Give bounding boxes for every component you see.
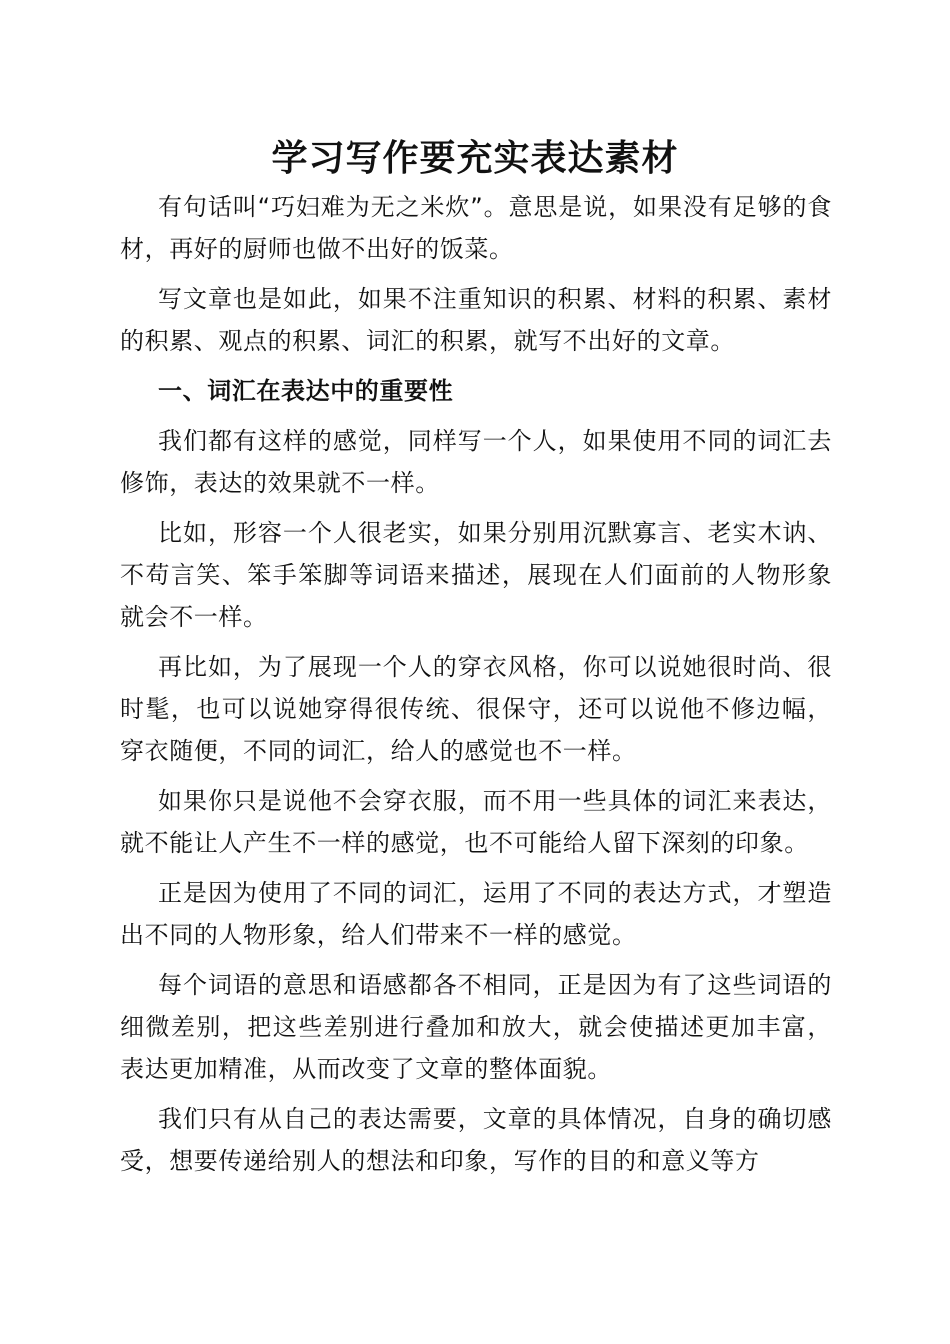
paragraph: 正是因为使用了不同的词汇，运用了不同的表达方式，才塑造出不同的人物形象，给人们带来不一样的感觉。	[120, 879, 832, 949]
paragraph: 我们只有从自己的表达需要，文章的具体情况，自身的确切感受，想要传递给别人的想法和印象，写作的目的和意义等方	[120, 1105, 832, 1175]
paragraph: 每个词语的意思和语感都各不相同，正是因为有了这些词语的细微差别，把这些差别进行叠加和放大，就会使描述更加丰富，表达更加精准，从而改变了文章的整体面貌。	[120, 971, 832, 1083]
paragraph: 如果你只是说他不会穿衣服，而不用一些具体的词汇来表达，就不能让人产生不一样的感觉，也不可能给人留下深刻的印象。	[120, 787, 832, 857]
document-title: 学习写作要充实表达素材	[271, 137, 679, 179]
paragraph: 写文章也是如此，如果不注重知识的积累、材料的积累、素材的积累、观点的积累、词汇的积累，就写不出好的文章。	[120, 285, 832, 355]
paragraph: 再比如，为了展现一个人的穿衣风格，你可以说她很时尚、很时髦，也可以说她穿得很传统、很保守，还可以说他不修边幅，穿衣随便，不同的词汇，给人的感觉也不一样。	[120, 653, 832, 765]
document-body	[120, 186, 832, 1190]
paragraph: 比如，形容一个人很老实，如果分别用沉默寡言、老实木讷、不苟言笑、笨手笨脚等词语来描述，展现在人们面前的人物形象就会不一样。	[120, 519, 832, 631]
paragraph: 有句话叫“巧妇难为无之米炊”。意思是说，如果没有足够的食材，再好的厨师也做不出好的饭菜。	[120, 193, 832, 263]
section-heading: 一、词汇在表达中的重要性	[158, 377, 454, 405]
paragraph: 我们都有这样的感觉，同样写一个人，如果使用不同的词汇去修饰，表达的效果就不一样。	[120, 427, 832, 497]
